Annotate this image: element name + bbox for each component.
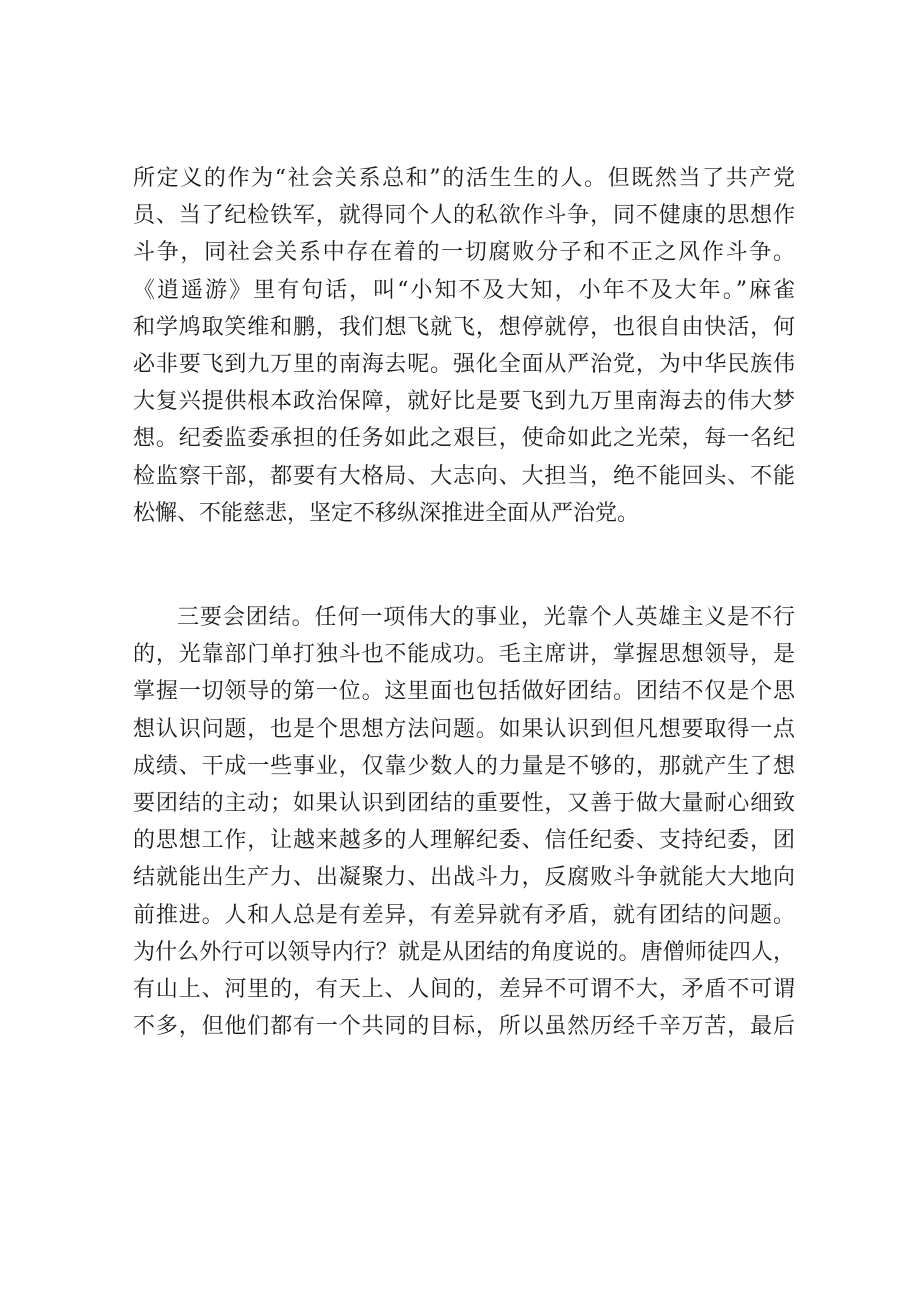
text-line: 员、当了纪检铁军，就得同个人的私欲作斗争，同不健康的思想作: [133, 203, 795, 229]
text-line: 想。纪委监委承担的任务如此之艰巨，使命如此之光荣，每一名纪: [133, 426, 795, 452]
text-line: 结就能出生产力、出凝聚力、出战斗力，反腐败斗争就能大大地向: [133, 865, 795, 891]
text-line: 的，光靠部门单打独斗也不能成功。毛主席讲，掌握思想领导，是: [133, 642, 795, 668]
text-line: 成绩、干成一些事业，仅靠少数人的力量是不够的，那就产生了想: [133, 753, 795, 779]
text-line: 要团结的主动；如果认识到团结的重要性，又善于做大量耐心细致: [133, 790, 795, 816]
text-line: 所定义的作为“社会关系总和”的活生生的人。但既然当了共产党: [133, 166, 795, 191]
paragraph-2: [133, 599, 795, 1045]
text-line: 有山上、河里的，有天上、人间的，差异不可谓不大，矛盾不可谓: [133, 976, 795, 1002]
text-line: 为什么外行可以领导内行？就是从团结的角度说的。唐僧师徒四人，: [133, 939, 795, 965]
text-line: 三要会团结。任何一项伟大的事业，光靠个人英雄主义是不行: [177, 605, 795, 630]
text-line: 前推进。人和人总是有差异，有差异就有矛盾，就有团结的问题。: [133, 902, 795, 928]
text-line: 掌握一切领导的第一位。这里面也包括做好团结。团结不仅是个思: [133, 679, 795, 705]
text-line: 必非要飞到九万里的南海去呢。强化全面从严治党，为中华民族伟: [133, 351, 795, 377]
text-line: 《逍遥游》里有句话，叫“小知不及大知，小年不及大年。”麻雀: [133, 277, 795, 303]
text-line: 松懈、不能慈悲，坚定不移纵深推进全面从严治党。: [133, 500, 640, 526]
text-line: 不多，但他们都有一个共同的目标，所以虽然历经千辛万苦，最后: [133, 1014, 795, 1040]
paragraph-1: [133, 160, 795, 532]
text-line: 想认识问题，也是个思想方法问题。如果认识到但凡想要取得一点: [133, 716, 795, 742]
text-line: 斗争，同社会关系中存在着的一切腐败分子和不正之风作斗争。: [133, 240, 795, 266]
text-line: 和学鸠取笑维和鹏，我们想飞就飞，想停就停，也很自由快活，何: [133, 314, 795, 340]
text-line: 大复兴提供根本政治保障，就好比是要飞到九万里南海去的伟大梦: [133, 389, 795, 415]
text-line: 检监察干部，都要有大格局、大志向、大担当，绝不能回头、不能: [133, 463, 795, 489]
text-line: 的思想工作，让越来越多的人理解纪委、信任纪委、支持纪委，团: [133, 828, 795, 854]
